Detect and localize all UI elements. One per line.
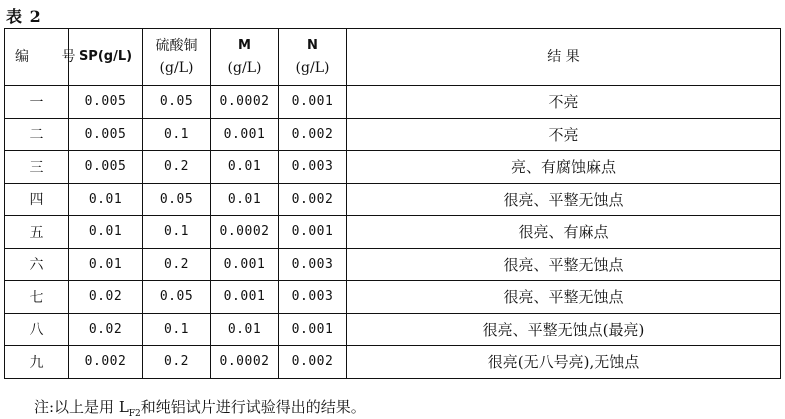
cell-cuso4: 0.1 xyxy=(143,118,211,151)
cell-sp: 0.01 xyxy=(69,183,143,216)
results-table xyxy=(4,28,781,379)
cell-sp: 0.01 xyxy=(69,216,143,249)
footnote xyxy=(34,396,366,419)
cell-n: 0.002 xyxy=(279,118,347,151)
cell-cuso4: 0.2 xyxy=(143,151,211,184)
header-sp xyxy=(69,29,143,86)
cell-m: 0.0002 xyxy=(211,346,279,379)
cell-sp: 0.01 xyxy=(69,248,143,281)
cell-cuso4: 0.05 xyxy=(143,86,211,119)
cell-cuso4: 0.1 xyxy=(143,216,211,249)
header-n-unit: (g/L) xyxy=(295,60,330,76)
header-m-label: M xyxy=(238,38,251,53)
cell-no: 七 xyxy=(5,281,69,314)
footnote-prefix: 注:以上是用 L xyxy=(34,398,129,416)
cell-cuso4: 0.1 xyxy=(143,313,211,346)
cell-result: 亮、有腐蚀麻点 xyxy=(347,151,781,184)
cell-sp: 0.005 xyxy=(69,86,143,119)
header-cuso4 xyxy=(143,29,211,86)
cell-no: 二 xyxy=(5,118,69,151)
cell-result: 很亮、平整无蚀点 xyxy=(347,281,781,314)
cell-no: 一 xyxy=(5,86,69,119)
cell-m: 0.01 xyxy=(211,183,279,216)
cell-n: 0.003 xyxy=(279,281,347,314)
cell-no: 五 xyxy=(5,216,69,249)
cell-m: 0.001 xyxy=(211,248,279,281)
table-row xyxy=(5,151,781,184)
cell-n: 0.003 xyxy=(279,248,347,281)
cell-sp: 0.002 xyxy=(69,346,143,379)
cell-m: 0.01 xyxy=(211,151,279,184)
header-no: 编 号 xyxy=(5,29,69,86)
cell-result: 很亮、平整无蚀点 xyxy=(347,183,781,216)
header-cuso4-label: 硫酸铜 xyxy=(155,38,198,54)
cell-cuso4: 0.05 xyxy=(143,183,211,216)
cell-no: 八 xyxy=(5,313,69,346)
header-m-unit: (g/L) xyxy=(227,60,262,76)
header-n xyxy=(279,29,347,86)
footnote-suffix: 和纯铝试片进行试验得出的结果。 xyxy=(140,398,366,416)
cell-result: 很亮、有麻点 xyxy=(347,216,781,249)
table-row xyxy=(5,281,781,314)
cell-result: 不亮 xyxy=(347,86,781,119)
table-row xyxy=(5,183,781,216)
header-result: 结 果 xyxy=(347,29,781,86)
table-row xyxy=(5,346,781,379)
header-cuso4-unit: (g/L) xyxy=(159,60,194,76)
cell-n: 0.002 xyxy=(279,183,347,216)
table-header-row xyxy=(5,29,781,86)
header-sp-label: SP(g/L) xyxy=(78,49,133,64)
cell-no: 六 xyxy=(5,248,69,281)
cell-n: 0.003 xyxy=(279,151,347,184)
cell-sp: 0.005 xyxy=(69,151,143,184)
cell-cuso4: 0.2 xyxy=(143,248,211,281)
cell-no: 九 xyxy=(5,346,69,379)
cell-cuso4: 0.2 xyxy=(143,346,211,379)
cell-sp: 0.02 xyxy=(69,281,143,314)
header-n-label: N xyxy=(307,38,318,53)
cell-n: 0.001 xyxy=(279,86,347,119)
cell-sp: 0.02 xyxy=(69,313,143,346)
cell-cuso4: 0.05 xyxy=(143,281,211,314)
footnote-subscript: F2 xyxy=(128,409,141,419)
cell-n: 0.002 xyxy=(279,346,347,379)
cell-m: 0.001 xyxy=(211,281,279,314)
table-row xyxy=(5,313,781,346)
cell-result: 很亮、平整无蚀点 xyxy=(347,248,781,281)
cell-result: 很亮(无八号亮),无蚀点 xyxy=(347,346,781,379)
cell-m: 0.001 xyxy=(211,118,279,151)
cell-result: 不亮 xyxy=(347,118,781,151)
cell-result: 很亮、平整无蚀点(最亮) xyxy=(347,313,781,346)
table-row xyxy=(5,248,781,281)
header-m xyxy=(211,29,279,86)
table-caption: 表 2 xyxy=(6,7,42,26)
cell-m: 0.01 xyxy=(211,313,279,346)
cell-m: 0.0002 xyxy=(211,216,279,249)
table-row xyxy=(5,118,781,151)
table-row xyxy=(5,86,781,119)
cell-n: 0.001 xyxy=(279,216,347,249)
cell-no: 三 xyxy=(5,151,69,184)
cell-n: 0.001 xyxy=(279,313,347,346)
cell-m: 0.0002 xyxy=(211,86,279,119)
cell-no: 四 xyxy=(5,183,69,216)
cell-sp: 0.005 xyxy=(69,118,143,151)
table-row xyxy=(5,216,781,249)
